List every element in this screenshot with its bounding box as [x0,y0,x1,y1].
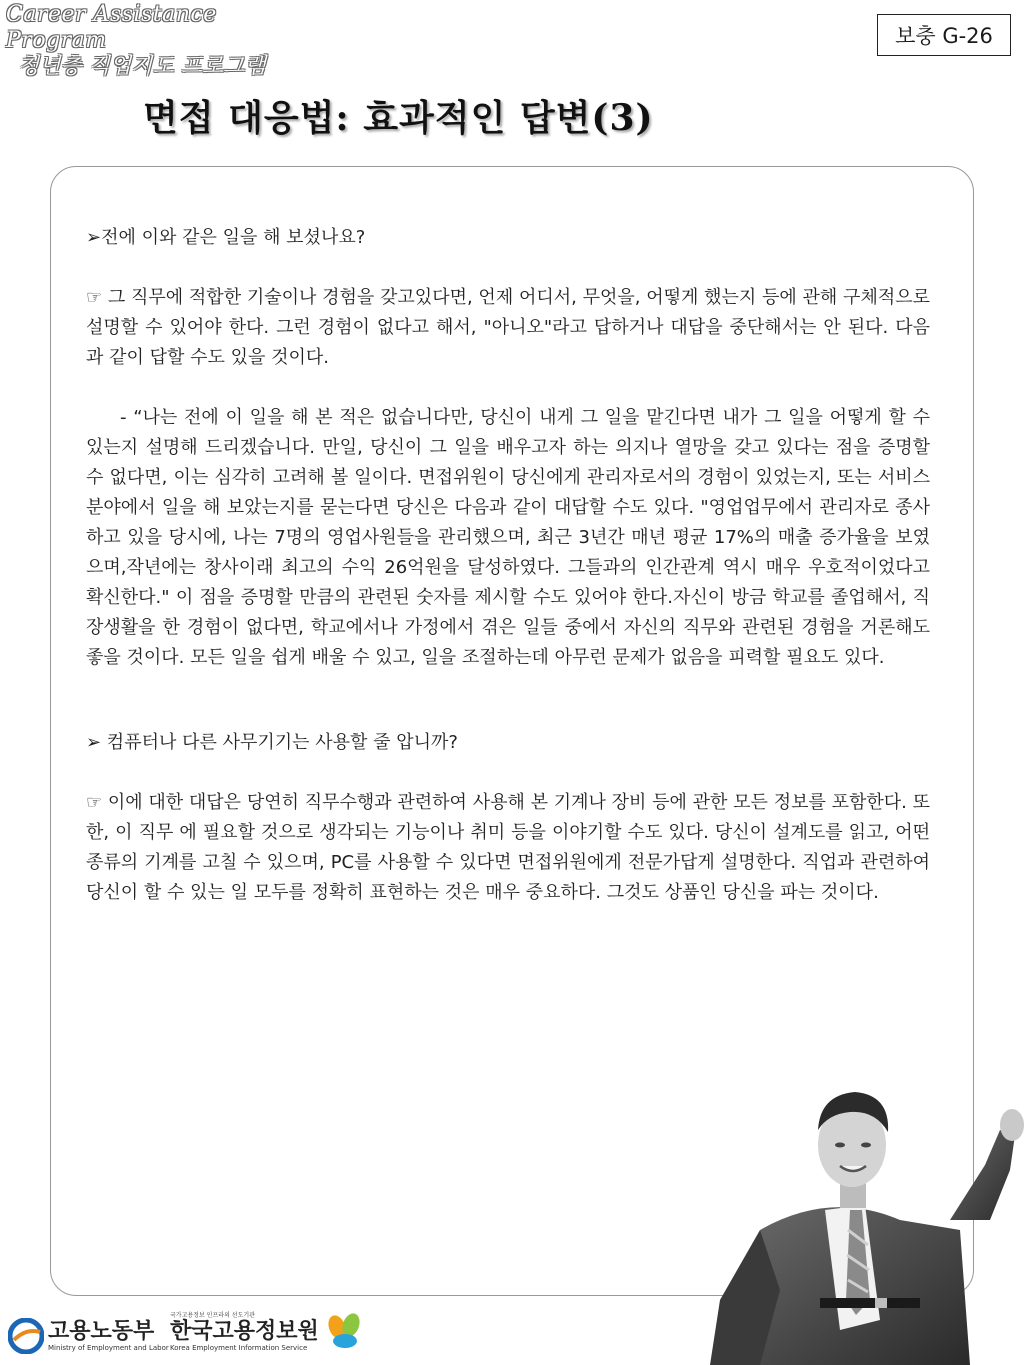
ministry-name-en: Ministry of Employment and Labor [48,1343,169,1352]
page-code-badge: 보충 G-26 [877,14,1011,56]
question-2: ➢ 컴퓨터나 다른 사무기기는 사용할 줄 압니까? [86,732,458,753]
keis-tagline: 국가고용정보 인프라의 선도기관 [170,1312,255,1319]
businessman-illustration [700,1070,1024,1365]
page-title: 면접 대응법: 효과적인 답변(3) [143,97,654,139]
keis-leaf-icon [323,1313,367,1353]
answer-2-paragraph: ☞ 이에 대한 대답은 당연히 직무수행과 관련하여 사용해 본 기계나 장비 등에 관한 모든 정보를 포함한다. 또한, 이 직무 에 필요할 것으로 생각되는 기능이나 취미 등을 이야기할 수도 있다. 당신이 설계도를 읽고, 어떤 종류의 기계를 고칠 수 있으며, PC를 사용할 수 있다면 면접위원에게 전문가답게 설명한다. 직업과 관련하여 당신이 할 수 있는 일 모두를 정확히 표현하는 것은 매우 중요하다. 그것도 상품인 당신을 파는 것이다. [86,792,930,903]
brand-korean: 청년층 직업지도 프로그램 [18,54,266,79]
brand-english: Career Assistance Program [6,2,217,53]
program-brand [6,2,306,80]
ministry-name: 고용노동부 [48,1318,155,1344]
answer-1-example-paragraph: - “나는 전에 이 일을 해 본 적은 없습니다만, 당신이 내게 그 일을 맡긴다면 내가 그 일을 어떻게 할 수 있는지 설명해 드리겠습니다. 만일, 당신이 그 일을 배우고자 하는 의지나 열망을 갖고 있다는 점을 증명할 수 없다면, 이는 심각히 고려해 볼 일이다. 면접위원이 당신에게 관리자로서의 경험이 있었는지, 또는 서비스 분야에서 일을 해 보았는지를 묻는다면 당신은 다음과 같이 대답할 수도 있다. "영업업무에서 관리자로 종사하고 있을 당시에, 나는 7명의 영업사원들을 관리했으며, 최근 3년간 매년 평균 17%의 매출 증가율을 보였으며,작년에는 창사이래 최고의 수익 26억원을 달성하였다. 그들과의 인간관계 역시 매우 우호적이었다고 확신한다." 이 점을 증명할 만큼의 관련된 숫자를 제시할 수도 있어야 한다.자신이 방금 학교를 졸업해서, 직장생활을 한 경험이 없다면, 학교에서나 가정에서 겪은 일들 중에서 자신의 직무와 관련된 경험을 거론해도 좋을 것이다. 모든 일을 쉽게 배울 수 있고, 일을 조절하는데 아무런 문제가 없음을 피력할 필요도 있다. [86,407,930,668]
ministry-emblem-icon [8,1318,44,1354]
keis-name-en: Korea Employment Information Service [170,1344,308,1352]
question-1: ➢전에 이와 같은 일을 해 보셨나요? [86,227,366,248]
keis-name: 한국고용정보원 [170,1319,319,1344]
ministry-logo [8,1318,169,1354]
keis-logo [170,1312,367,1353]
answer-1-paragraph: ☞ 그 직무에 적합한 기술이나 경험을 갖고있다면, 언제 어디서, 무엇을, 어떻게 했는지 등에 관해 구체적으로 설명할 수 있어야 한다. 그런 경험이 없다고 해서, "아니오"라고 답하거나 대답을 중단해서는 안 된다. 다음과 같이 답할 수도 있을 것이다. [86,287,930,368]
content-body [86,223,930,908]
